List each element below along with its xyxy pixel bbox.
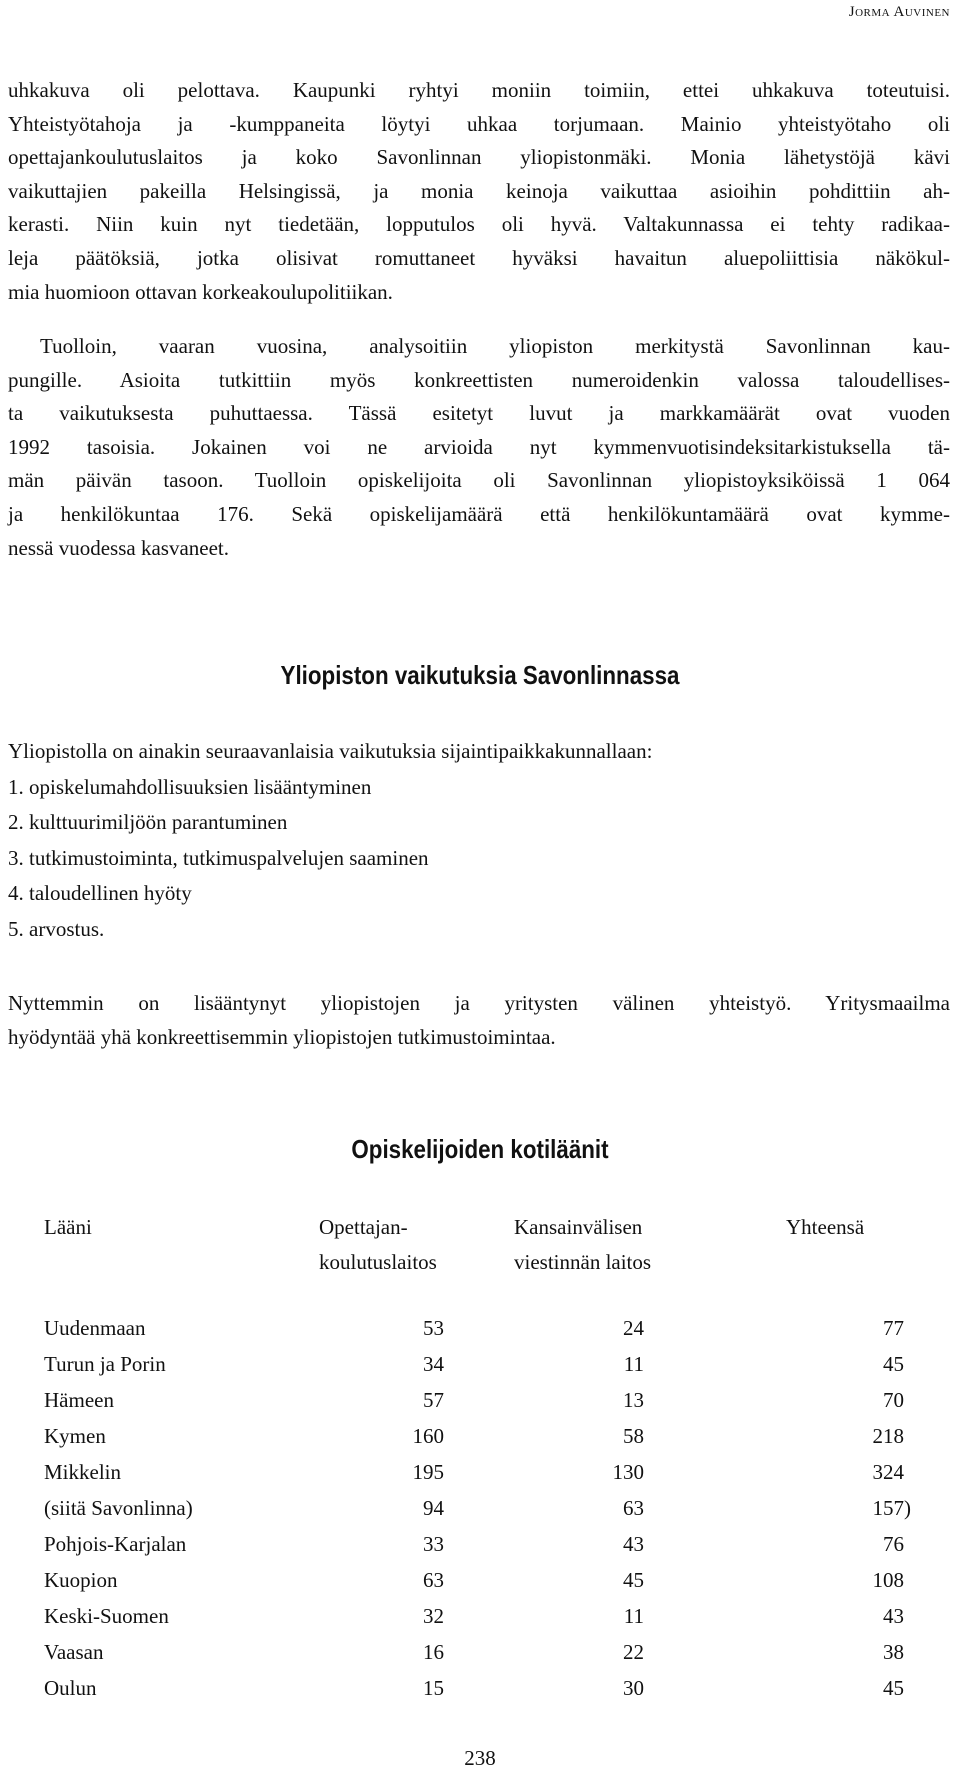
col-header-kansainvalinen-line2: viestinnän laitos: [514, 1250, 652, 1274]
province-name: Vaasan: [44, 1640, 104, 1664]
value-total: 157): [872, 1496, 911, 1520]
text-line: män päivän tasoon. Tuolloin opiskelijoita oli Savonlinnan yliopistoyksiköissä 1 064: [8, 468, 950, 493]
closing-paragraph: [8, 987, 950, 1054]
table-row: [44, 1670, 904, 1706]
table-row: [44, 1382, 904, 1418]
list-item: 2. kulttuurimiljöön parantuminen: [8, 810, 288, 834]
province-name: (siitä Savonlinna): [44, 1496, 193, 1520]
table-header: [44, 1210, 904, 1285]
text-line: leja päätöksiä, jotka olisivat romuttaneet hyväksi havaitun aluepoliittisia näkökul-: [8, 245, 950, 270]
value-opettaja: 34: [423, 1352, 444, 1376]
value-kansainvalinen: 24: [623, 1316, 644, 1340]
value-total: 218: [872, 1424, 904, 1448]
province-name: Hämeen: [44, 1388, 114, 1412]
col-header-laani: Lääni: [44, 1215, 92, 1239]
value-opettaja: 63: [423, 1568, 444, 1592]
table-row: [44, 1418, 904, 1454]
text-line: ja henkilökuntaa 176. Sekä opiskelijamäärä että henkilökuntamäärä ovat kymme-: [8, 501, 950, 526]
value-kansainvalinen: 22: [623, 1640, 644, 1664]
table-row: [44, 1490, 911, 1526]
text-line: pungille. Asioita tutkittiin myös konkreettisten numeroidenkin valossa taloudellises-: [8, 367, 950, 392]
table-row: [44, 1634, 904, 1670]
value-total: 70: [883, 1388, 904, 1412]
second-paragraph: [8, 330, 950, 565]
value-total: 45: [883, 1352, 904, 1376]
province-name: Kymen: [44, 1424, 106, 1448]
value-opettaja: 15: [423, 1676, 444, 1700]
text-line: kerasti. Niin kuin nyt tiedetään, lopputulos oli hyvä. Valtakunnassa ei tehty radikaa-: [8, 212, 950, 237]
text-line: nessä vuodessa kasvaneet.: [8, 535, 230, 560]
province-name: Turun ja Porin: [44, 1352, 166, 1376]
text-line: vaikuttajien pakeilla Helsingissä, ja monia keinoja vaikuttaa asioihin pohdittiin ah-: [8, 178, 950, 203]
value-opettaja: 160: [412, 1424, 444, 1448]
value-opettaja: 195: [412, 1460, 444, 1484]
value-total: 38: [883, 1640, 904, 1664]
text-line: Nyttemmin on lisääntynyt yliopistojen ja yritysten välinen yhteistyö. Yritysmaailma: [8, 991, 950, 1015]
value-total: 77: [883, 1316, 904, 1340]
value-kansainvalinen: 58: [623, 1424, 644, 1448]
text-line: mia huomioon ottavan korkeakoulupolitiikan.: [8, 279, 393, 304]
province-name: Oulun: [44, 1676, 97, 1700]
value-opettaja: 32: [423, 1604, 444, 1628]
text-line: opettajankoulutuslaitos ja koko Savonlinnan yliopistonmäki. Monia lähetystöjä kävi: [8, 145, 950, 170]
text-line: hyödyntää yhä konkreettisemmin yliopistojen tutkimustoimintaa.: [8, 1024, 556, 1049]
province-name: Pohjois-Karjalan: [44, 1532, 187, 1556]
page-number: 238: [464, 1746, 496, 1770]
province-name: Kuopion: [44, 1568, 118, 1592]
value-kansainvalinen: 130: [612, 1460, 644, 1484]
section-heading-vaikutukset: Yliopiston vaikutuksia Savonlinnassa: [280, 660, 680, 690]
province-name: Uudenmaan: [44, 1316, 146, 1340]
text-line: Tuolloin, vaaran vuosina, analysoitiin yliopiston merkitystä Savonlinnan kau-: [40, 334, 950, 358]
value-opettaja: 57: [423, 1388, 444, 1412]
value-kansainvalinen: 11: [623, 1604, 644, 1628]
col-header-yhteensa: Yhteensä: [786, 1215, 865, 1239]
list-item: 1. opiskelumahdollisuuksien lisääntyminen: [8, 774, 372, 799]
value-opettaja: 94: [423, 1496, 444, 1520]
table-row: [44, 1346, 904, 1382]
col-header-kansainvalinen-line1: Kansainvälisen: [514, 1215, 643, 1239]
value-total: 76: [883, 1532, 904, 1556]
value-kansainvalinen: 13: [623, 1388, 644, 1412]
value-opettaja: 33: [423, 1532, 444, 1556]
value-kansainvalinen: 43: [623, 1532, 644, 1556]
text-line: ta vaikutuksesta puhuttaessa. Tässä esitetyt luvut ja markkamäärät ovat vuoden: [8, 401, 950, 426]
value-kansainvalinen: 63: [623, 1496, 644, 1520]
section-heading-kotilaanit: Opiskelijoiden kotiläänit: [351, 1134, 609, 1164]
value-total: 43: [883, 1604, 904, 1628]
list-item: 5. arvostus.: [8, 916, 105, 941]
intro-paragraph: [8, 74, 950, 309]
value-kansainvalinen: 45: [623, 1568, 644, 1592]
col-header-opettaja-line2: koulutuslaitos: [319, 1250, 437, 1274]
value-opettaja: 16: [423, 1640, 444, 1664]
table-row: [44, 1454, 904, 1490]
table-row: [44, 1562, 904, 1598]
value-total: 45: [883, 1676, 904, 1700]
table-row: [44, 1310, 904, 1346]
table-row: [44, 1598, 904, 1634]
list-intro: Yliopistolla on ainakin seuraavanlaisia vaikutuksia sijaintipaikkakunnallaan:: [8, 739, 653, 763]
running-header-author: Jorma Auvinen: [848, 4, 950, 20]
list-item: 3. tutkimustoiminta, tutkimuspalvelujen saaminen: [8, 845, 429, 870]
province-name: Mikkelin: [44, 1460, 121, 1484]
text-line: 1992 tasoisia. Jokainen voi ne arvioida nyt kymmenvuotisindeksitarkistuksella tä-: [8, 434, 950, 459]
value-total: 108: [872, 1568, 904, 1592]
value-kansainvalinen: 30: [623, 1676, 644, 1700]
list-item: 4. taloudellinen hyöty: [8, 881, 192, 905]
text-line: Yhteistyötahoja ja -kumppaneita löytyi uhkaa torjumaan. Mainio yhteistyötaho oli: [8, 111, 950, 136]
text-line: uhkakuva oli pelottava. Kaupunki ryhtyi moniin toimiin, ettei uhkakuva toteutuisi.: [8, 78, 950, 102]
effects-list: [8, 734, 652, 947]
value-total: 324: [872, 1460, 904, 1484]
value-kansainvalinen: 11: [623, 1352, 644, 1376]
province-name: Keski-Suomen: [44, 1604, 169, 1628]
table-row: [44, 1526, 904, 1562]
value-opettaja: 53: [423, 1316, 444, 1340]
col-header-opettaja-line1: Opettajan-: [319, 1215, 408, 1239]
